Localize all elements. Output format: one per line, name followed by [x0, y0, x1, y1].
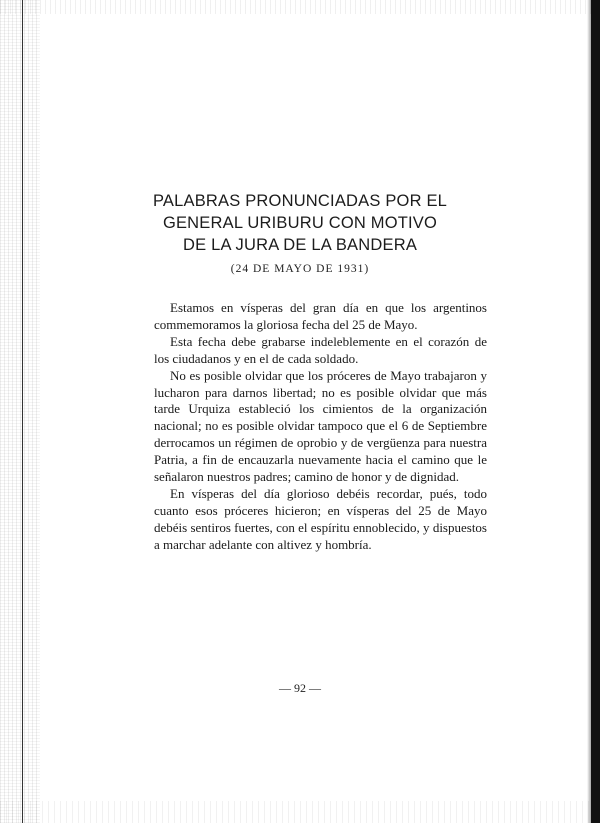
scan-noise-top	[0, 0, 600, 14]
paragraph: Estamos en vísperas del gran día en que los argentinos commemoramos la gloriosa fecha del 25 de Mayo.	[154, 300, 487, 332]
speech-date: (24 DE MAYO DE 1931)	[230, 263, 370, 275]
paragraph: En vísperas del día glorioso debéis recordar, pués, todo cuanto esos próceres hicieron; en vísperas del 25 de Mayo debéis sentiros fuertes, con el espíritu ennoblecido, y dispuestos a marchar adelante con altivez y hombría.	[154, 485, 487, 552]
scan-gutter-left	[0, 0, 40, 823]
title-line-2: GENERAL URIBURU CON MOTIVO	[162, 214, 438, 232]
title-line-3: DE LA JURA DE LA BANDERA	[182, 236, 418, 254]
scan-edge-line	[22, 0, 23, 823]
page-number: — 92 —	[279, 681, 321, 695]
title-line-1: PALABRAS PRONUNCIADAS POR EL	[152, 192, 448, 210]
speech-body	[154, 300, 487, 554]
scan-edge-right	[591, 0, 600, 823]
paragraph: No es posible olvidar que los próceres de Mayo trabajaron y lucharon para darnos libertad; no es posible olvidar que más tarde Urquiza estableció los cimientos de la organización nacional; no es posible olvidar tampoco que el 6 de Septiembre derrocamos un régimen de oprobio y de vergüenza para nuestra Patria, a fin de encauzarla nuevamente hacia el camino que le señalaron nuestros padres; camino de honor y de dignidad.	[154, 367, 487, 485]
paragraph: Esta fecha debe grabarse indeleblemente en el corazón de los ciudadanos y en el de cada soldado.	[154, 333, 487, 366]
page-title	[150, 190, 450, 256]
scan-noise-bottom	[0, 801, 600, 823]
